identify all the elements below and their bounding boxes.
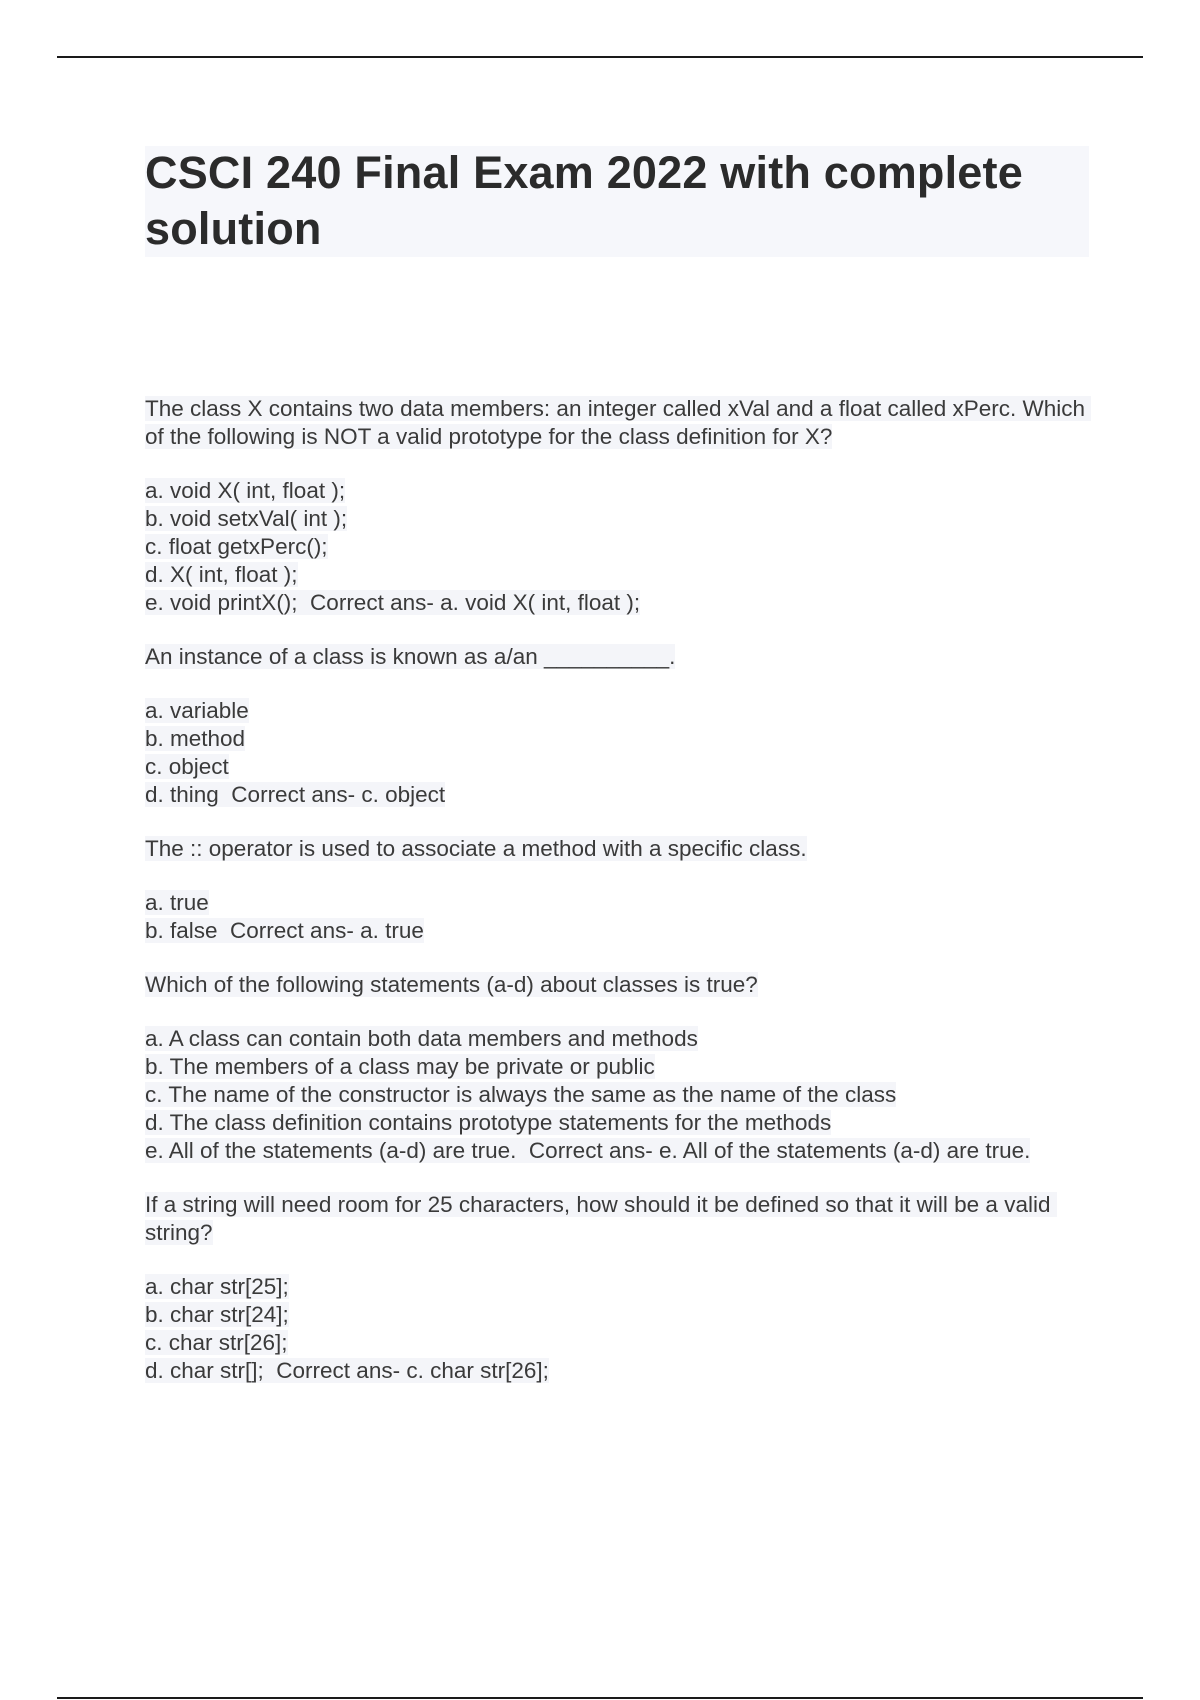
top-divider	[57, 56, 1143, 58]
answer-options	[145, 1025, 1095, 1165]
option-b: b. char str[24];	[145, 1302, 289, 1327]
answer-options	[145, 889, 1095, 945]
question-2	[145, 643, 1095, 809]
option-c: c. object	[145, 754, 229, 779]
option-c: c. The name of the constructor is always the same as the name of the class	[145, 1082, 897, 1107]
answer-options	[145, 1273, 1095, 1385]
option-b-with-answer: b. false Correct ans- a. true	[145, 918, 424, 943]
question-text: Which of the following statements (a-d) about classes is true?	[145, 972, 758, 997]
option-a: a. char str[25];	[145, 1274, 289, 1299]
document-body	[145, 395, 1095, 1385]
question-3	[145, 835, 1095, 945]
document-title: CSCI 240 Final Exam 2022 with complete solution	[145, 147, 1023, 254]
option-a: a. void X( int, float );	[145, 478, 346, 503]
question-text: The :: operator is used to associate a method with a specific class.	[145, 836, 807, 861]
option-d-with-answer: d. thing Correct ans- c. object	[145, 782, 446, 807]
option-d: d. X( int, float );	[145, 562, 298, 587]
option-c: c. float getxPerc();	[145, 534, 328, 559]
question-text: If a string will need room for 25 characters, how should it be defined so that it will be a valid string?	[145, 1192, 1057, 1245]
question-5	[145, 1191, 1095, 1385]
option-b: b. The members of a class may be private or public	[145, 1054, 655, 1079]
bottom-divider	[57, 1697, 1143, 1699]
answer-options	[145, 697, 1095, 809]
question-4	[145, 971, 1095, 1165]
question-1	[145, 395, 1095, 617]
option-e-with-answer: e. void printX(); Correct ans- a. void X( int, float );	[145, 590, 641, 615]
option-b: b. void setxVal( int );	[145, 506, 348, 531]
option-a: a. true	[145, 890, 209, 915]
option-e-with-answer: e. All of the statements (a-d) are true. Correct ans- e. All of the statements (a-d) are true.	[145, 1138, 1031, 1163]
answer-options	[145, 477, 1095, 617]
question-text: An instance of a class is known as a/an __________.	[145, 644, 676, 669]
option-a: a. variable	[145, 698, 249, 723]
option-d: d. The class definition contains prototype statements for the methods	[145, 1110, 832, 1135]
question-text: The class X contains two data members: an integer called xVal and a float called xPerc. Which of the following is NOT a valid prototype for the class definition for X?	[145, 396, 1092, 449]
option-b: b. method	[145, 726, 246, 751]
option-d-with-answer: d. char str[]; Correct ans- c. char str[26];	[145, 1358, 549, 1383]
option-a: a. A class can contain both data members and methods	[145, 1026, 698, 1051]
option-c: c. char str[26];	[145, 1330, 288, 1355]
